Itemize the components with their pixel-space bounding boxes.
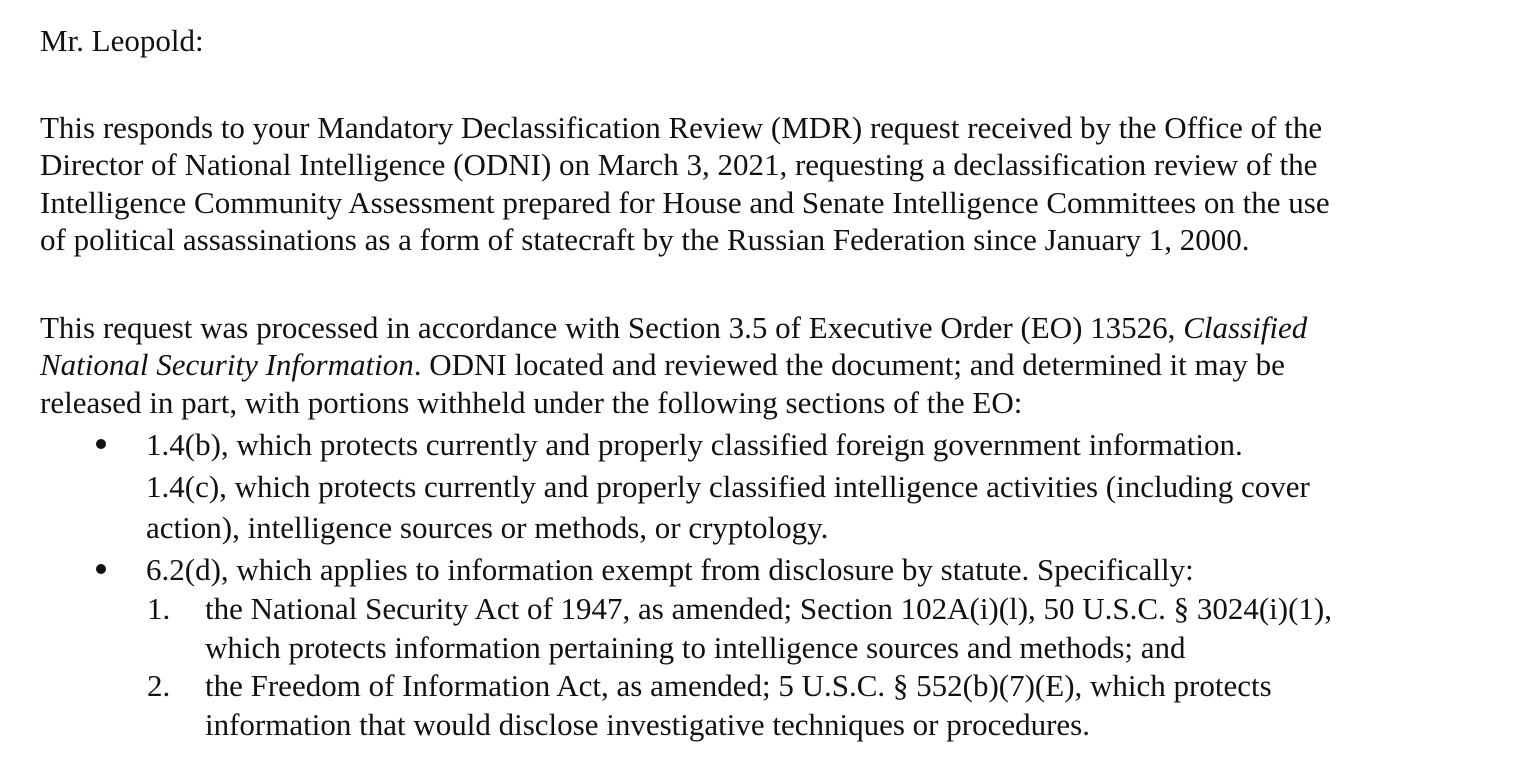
- salutation: Mr. Leopold:: [40, 23, 204, 58]
- exemption-line: 6.2(d), which applies to information exempt from disclosure by statute. Specifically:: [146, 551, 1194, 587]
- bullet-icon: [96, 564, 106, 574]
- statute-line: which protects information pertaining to intelligence sources and methods; and: [205, 629, 1186, 665]
- paragraph2-line: [40, 309, 1510, 347]
- paragraph1-line: of political assassinations as a form of statecraft by the Russian Federation since January 1, 2000.: [40, 222, 1250, 257]
- eo-title-part1: Classified: [1183, 309, 1308, 345]
- list-number: 1.: [147, 591, 171, 626]
- statute-line: the Freedom of Information Act, as amended; 5 U.S.C. § 552(b)(7)(E), which protects: [205, 668, 1272, 703]
- paragraph-processing: [40, 309, 1510, 422]
- exemption-line: 1.4(c), which protects currently and properly classified intelligence activities (including cover: [146, 468, 1310, 504]
- paragraph1-line: Intelligence Community Assessment prepared for House and Senate Intelligence Committees on the use: [40, 184, 1330, 220]
- paragraph1-line: This responds to your Mandatory Declassification Review (MDR) request received by the Office of the: [40, 109, 1323, 145]
- statute-list: [146, 590, 1510, 744]
- statute-item-national-security-act: [146, 590, 1510, 667]
- exemption-line: action), intelligence sources or methods, or cryptology.: [146, 510, 829, 545]
- paragraph2-line: released in part, with portions withheld under the following sections of the EO:: [40, 384, 1023, 420]
- statute-item-foia: [146, 667, 1510, 744]
- statute-line: information that would disclose investigative techniques or procedures.: [205, 706, 1090, 742]
- letter-page: [40, 22, 1510, 744]
- list-number: 2.: [147, 668, 171, 703]
- paragraph2-text: . ODNI located and reviewed the document; and determined it may be: [413, 347, 1285, 382]
- paragraph2-line: [40, 346, 1510, 384]
- bullet-icon: [96, 439, 106, 449]
- statute-line: the National Security Act of 1947, as amended; Section 102A(i)(l), 50 U.S.C. § 3024(i)(1),: [205, 591, 1332, 626]
- exemption-line: 1.4(b), which protects currently and properly classified foreign government information.: [146, 427, 1243, 462]
- exemption-item-1-4: [40, 424, 1510, 549]
- paragraph2-text: This request was processed in accordance with Section 3.5 of Executive Order (EO) 13526,: [40, 309, 1184, 345]
- paragraph-mdr-response: [40, 109, 1510, 259]
- exemption-list: [40, 424, 1510, 744]
- paragraph1-line: Director of National Intelligence (ODNI) on March 3, 2021, requesting a declassification review of the: [40, 147, 1318, 182]
- eo-title-part2: National Security Information: [40, 347, 414, 382]
- exemption-item-6-2: [40, 549, 1510, 745]
